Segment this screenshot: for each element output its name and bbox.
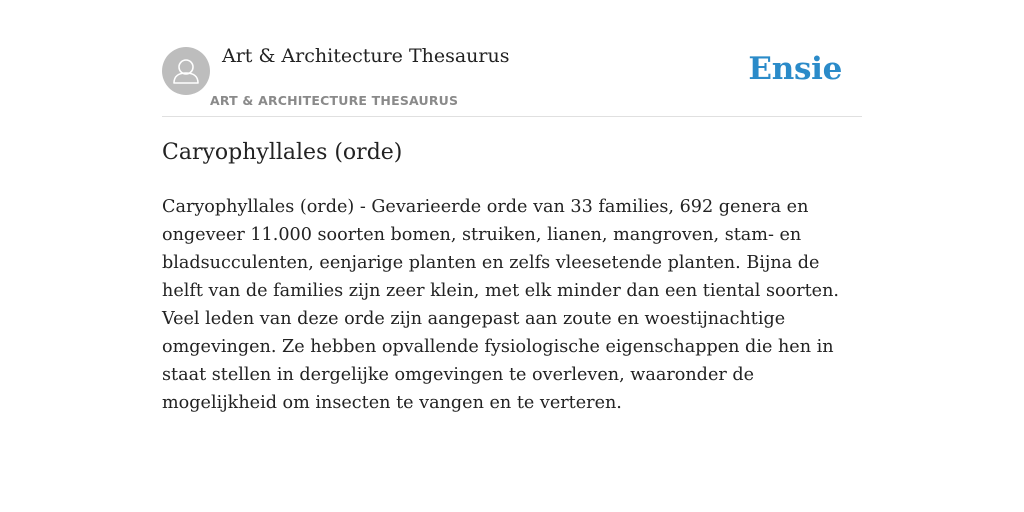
author-name[interactable]: Art & Architecture Thesaurus <box>222 45 510 67</box>
avatar[interactable] <box>162 47 210 95</box>
definition-card <box>162 0 862 413</box>
author-subtitle[interactable]: ART & ARCHITECTURE THESAURUS <box>210 93 459 108</box>
entry-title: Caryophyllales (orde) <box>162 140 403 165</box>
user-silhouette-icon <box>162 47 210 95</box>
entry-description: Caryophyllales (orde) - Gevarieerde orde van 33 families, 692 genera en ongeveer 11.000 soorten bomen, struiken, lianen, mangroven, stam- en bladsucculenten, eenjarige planten en zelfs vleesetende planten. Bijna de helft van de families zijn zeer klein, met elk minder dan een tiental soorten. Veel leden van deze orde zijn aangepast aan zoute en woestijnachtige omgevingen. Ze hebben opvallende fysiologische eigenschappen die hen in staat stellen in dergelijke omgevingen te overleven, waaronder de mogelijkheid om insecten te vangen en te verteren. <box>162 197 840 413</box>
card-header <box>162 0 862 117</box>
ensie-logo[interactable]: Ensie <box>748 51 842 87</box>
